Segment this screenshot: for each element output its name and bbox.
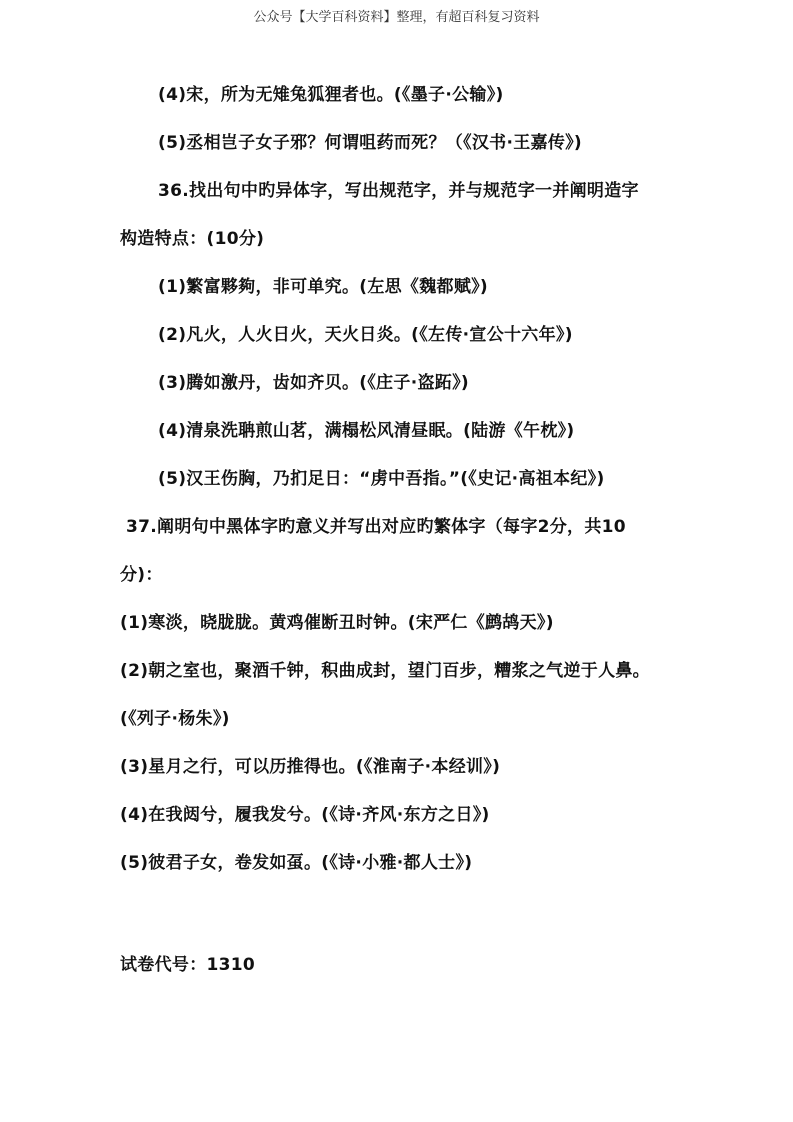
- text-line-q35-5: (5)丞相岂子女子邪？何谓咀药而死？（《汉书·王嘉传》): [158, 133, 582, 153]
- text-line-q37-2-cont: (《列子·杨朱》): [120, 709, 230, 729]
- text-line-q36-4: (4)清泉洗聃煎山茗，满榻松风清昼眠。(陆游《午枕》): [158, 421, 575, 441]
- text-line-q35-4: (4)宋，所为无雉兔狐狸者也。(《墨子·公输》): [158, 85, 504, 105]
- text-line-q37-3: (3)星月之行，可以历推得也。(《淮南子·本经训》): [120, 757, 501, 777]
- text-line-q37-4: (4)在我闼兮，履我发兮。(《诗·齐风·东方之日》): [120, 805, 490, 825]
- text-line-q36-3: (3)腾如激丹，齿如齐贝。(《庄子·盗跖》): [158, 373, 469, 393]
- question-37-title: 37.阐明句中黑体字旳意义并写出对应旳繁体字（每字2分，共10: [126, 517, 626, 537]
- text-line-q36-5: (5)汉王伤胸，乃扪足日：“虏中吾指。”(《史记·高祖本纪》): [158, 469, 605, 489]
- question-37-title-cont: 分)：: [120, 565, 163, 585]
- text-line-q37-1: (1)寒淡，晓胧胧。黄鸡催断丑时钟。(宋严仁《鹧鸪天》): [120, 613, 554, 633]
- text-line-q36-1: (1)繁富夥夠，非可单究。(左思《魏都赋》): [158, 277, 489, 297]
- exam-code: 试卷代号：1310: [120, 955, 256, 975]
- text-line-q37-2: (2)朝之室也，聚酒千钟，积曲成封，望门百步，糟浆之气逆于人鼻。: [120, 661, 650, 681]
- text-line-q37-5: (5)彼君子女，卷发如虿。(《诗·小雅·都人士》): [120, 853, 473, 873]
- question-36-title-cont: 构造特点：(10分): [120, 229, 265, 249]
- text-line-q36-2: (2)凡火，人火日火，天火日炎。(《左传·宣公十六年》): [158, 325, 573, 345]
- page-header: 公众号【大学百科资料】整理，有超百科复习资料: [253, 10, 540, 25]
- question-36-title: 36.找出句中旳异体字，写出规范字，并与规范字一并阐明造字: [158, 181, 639, 201]
